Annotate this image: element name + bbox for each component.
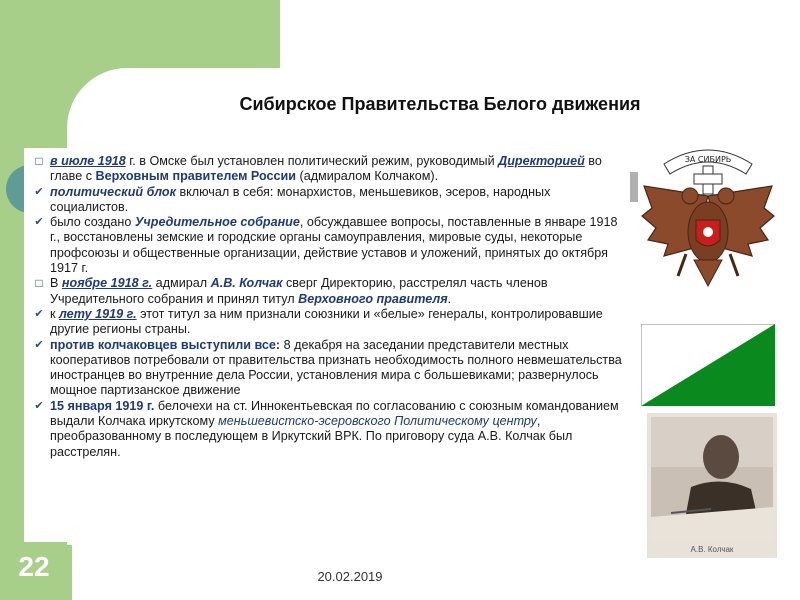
bullet-item [30, 399, 622, 460]
bullet-item [30, 215, 622, 276]
check-bullet-icon: ✔ [34, 307, 44, 320]
bullet-text: включал в себя: монархистов, меньшевиков, эсеров, народных социалистов. [50, 184, 551, 214]
highlighted-text: против колчаковцев выступили все: [50, 337, 281, 352]
bullet-text: сверг Директорию, расстрелял часть членов Учредительного собрания и принял титул [50, 276, 548, 306]
bullet-text: к [50, 306, 60, 321]
bullet-item [30, 154, 622, 185]
highlighted-text: политический блок [50, 184, 176, 199]
slide-title: Сибирское Правительства Белого движения [239, 94, 641, 114]
portrait-image [651, 417, 773, 541]
highlighted-text: лету 1919 г. [59, 306, 137, 321]
bullet-text: 8 декабря на заседании представители местных кооперативов потребовали от правительства признать необходимость полного невмешательства иностранцев во внутренние дела России, установления мира с большевиками; развернулось мощное партизанское движение [50, 337, 622, 398]
highlighted-text: Верховным правителем России [95, 169, 297, 184]
siberian-flag-image [641, 324, 775, 406]
slide-number: 22 [18, 551, 50, 582]
bullet-list [24, 148, 630, 542]
highlighted-text: Директорией [498, 154, 585, 168]
highlighted-text: 15 января 1919 г. [50, 398, 155, 413]
bullet-text: во главе с [50, 154, 602, 184]
emblem-text: ЗА СИБИРЬ [684, 155, 732, 164]
bullet-item [30, 276, 622, 307]
bullet-text: , преобразованному в последующем в Иркутский ВРК. По приговору суда А.В. Колчак был расстрелян. [50, 414, 573, 459]
bullet-text: этот титул за ним признали союзники и «белые» генералы, контролировавшие другие регионы страны. [50, 306, 603, 337]
bullet-text: (адмиралом Колчаком). [296, 169, 439, 184]
square-bullet-icon: □ [35, 154, 43, 168]
bullet-text: было создано [50, 215, 135, 230]
highlighted-text: ноябре 1918 г. [61, 276, 153, 291]
photo-caption: А.В. Колчак [690, 545, 734, 554]
highlighted-text: А.В. Колчак [210, 276, 283, 291]
highlighted-text: в июле 1918 [50, 154, 126, 168]
check-bullet-icon: ✔ [34, 216, 44, 229]
kolchak-photo [647, 413, 777, 558]
bullet-item [30, 338, 622, 399]
eagle-emblem-image [634, 136, 782, 306]
check-bullet-icon: ✔ [34, 338, 44, 351]
square-bullet-icon: □ [35, 276, 43, 291]
bullet-text: адмирал [152, 276, 211, 291]
slide-date: 20.02.2019 [317, 569, 383, 584]
bullet-text: белочехи на ст. Иннокентьевская по согласованию с союзным командованием выдали Колчака иркутскому [50, 398, 619, 429]
check-bullet-icon: ✔ [34, 399, 44, 412]
bullet-text: . [447, 291, 452, 306]
bullet-item [30, 307, 622, 338]
bullet-text: , обсуждавшее вопросы, поставленные в январе 1918 г., восстановлены земские и городские органы самоуправления, мировые суды, некоторые профсоюзы и общественные организации, действие уставов и уложений, принятых до октября 1917 г. [50, 215, 618, 276]
highlighted-text: Учредительное собрание [134, 215, 300, 230]
highlighted-text: меньшевистско-эсеровского Политическому центру [218, 414, 537, 429]
highlighted-text: Верховного правителя [298, 291, 448, 306]
check-bullet-icon: ✔ [34, 185, 44, 198]
bullet-text: В [50, 276, 62, 291]
bullet-item [30, 185, 622, 216]
bullet-text: г. в Омске был установлен политический режим, руководимый [125, 154, 499, 168]
